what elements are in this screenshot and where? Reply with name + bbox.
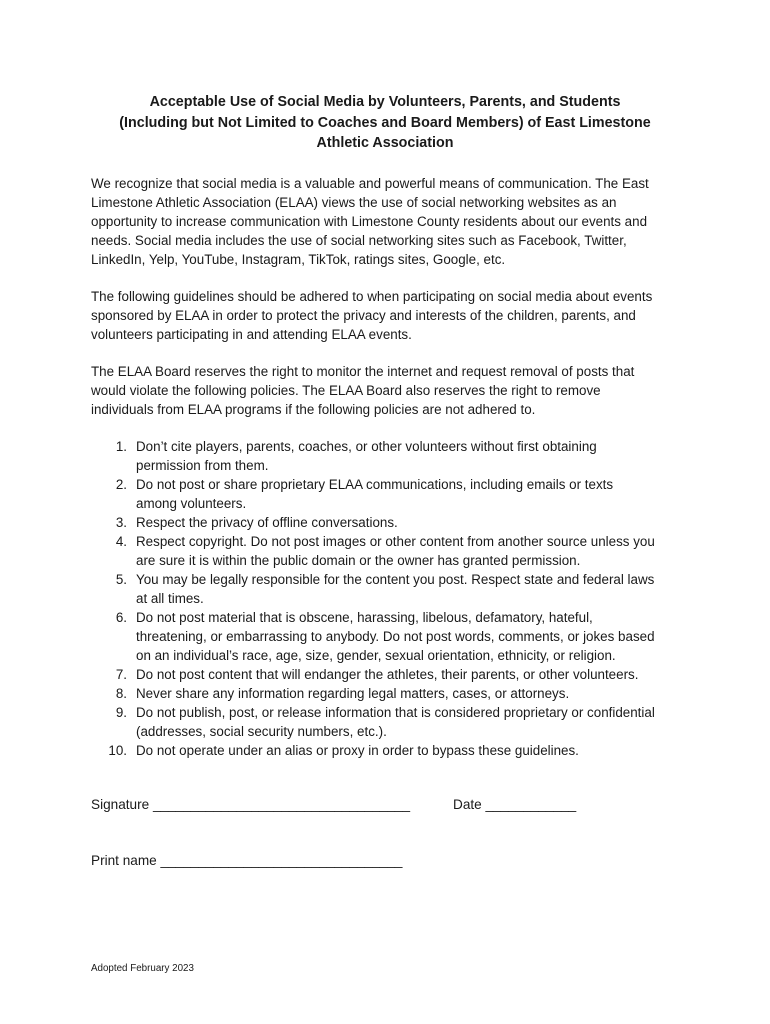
paragraph-line: needs. Social media includes the use of social networking sites such as Facebook, Twitter,: [91, 233, 627, 248]
title-line-2: (Including but Not Limited to Coaches and Board Members) of East Limestone: [119, 114, 651, 131]
rule-number: 4.: [115, 534, 127, 549]
paragraph-line: LinkedIn, Yelp, YouTube, Instagram, TikTok, ratings sites, Google, etc.: [91, 252, 506, 267]
rule-item: [0, 703, 655, 741]
rule-line: Do not post or share proprietary ELAA communications, including emails or texts: [136, 477, 614, 492]
rule-line: Do not post material that is obscene, harassing, libelous, defamatory, hateful,: [136, 610, 593, 625]
rule-item: [0, 437, 655, 475]
rule-number: 2.: [115, 477, 127, 492]
title-line-1: Acceptable Use of Social Media by Volunteers, Parents, and Students: [149, 94, 621, 110]
rule-line: on an individual’s race, age, size, gender, sexual orientation, ethnicity, or religion.: [136, 648, 616, 663]
rule-number: 1.: [115, 439, 127, 454]
guidelines-paragraph: [91, 287, 691, 344]
rule-item: [0, 684, 655, 703]
rule-item: [0, 513, 655, 532]
paragraph-line: Limestone Athletic Association (ELAA) views the use of social networking websites as an: [91, 195, 617, 210]
rule-line: are sure it is within the public domain or the owner has granted permission.: [136, 553, 581, 568]
rule-number: 10.: [108, 743, 127, 758]
rule-line: Do not post content that will endanger the athletes, their parents, or other volunteers.: [136, 667, 639, 682]
rule-line: Do not publish, post, or release information that is considered proprietary or confidential: [136, 705, 655, 720]
rule-line: You may be legally responsible for the content you post. Respect state and federal laws: [136, 572, 655, 587]
rule-number: 9.: [115, 705, 127, 720]
rule-item: [0, 665, 655, 684]
paragraph-line: would violate the following policies. The ELAA Board also reserves the right to remove: [91, 383, 601, 398]
rule-line: Do not operate under an alias or proxy in order to bypass these guidelines.: [136, 743, 579, 758]
board-paragraph: [91, 362, 691, 419]
print-name-field[interactable]: Print name ________________________________: [91, 853, 403, 868]
rule-line: Respect the privacy of offline conversations.: [136, 515, 398, 530]
date-field[interactable]: Date ____________: [453, 797, 577, 812]
rule-line: (addresses, social security numbers, etc.).: [136, 724, 387, 739]
signature-field[interactable]: Signature __________________________________: [91, 797, 411, 812]
rule-line: at all times.: [136, 591, 204, 606]
rule-line: threatening, or embarrassing to anybody. Do not post words, comments, or jokes based: [136, 629, 655, 644]
intro-paragraph: [91, 174, 691, 269]
rule-line: permission from them.: [136, 458, 269, 473]
rule-number: 8.: [115, 686, 127, 701]
rule-number: 3.: [115, 515, 127, 530]
rule-item: [0, 532, 655, 570]
rule-line: Never share any information regarding legal matters, cases, or attorneys.: [136, 686, 570, 701]
paragraph-line: sponsored by ELAA in order to protect the privacy and interests of the children, parents, and: [91, 308, 636, 323]
rule-item: [0, 608, 655, 665]
paragraph-line: The following guidelines should be adhered to when participating on social media about events: [91, 289, 653, 304]
rule-number: 5.: [115, 572, 127, 587]
title-line-3: Athletic Association: [316, 135, 454, 151]
rule-line: Don’t cite players, parents, coaches, or other volunteers without first obtaining: [136, 439, 597, 454]
rule-line: Respect copyright. Do not post images or other content from another source unless you: [136, 534, 655, 549]
paragraph-line: volunteers participating in and attending ELAA events.: [91, 327, 412, 342]
rule-item: [0, 741, 655, 760]
adopted-date-footer: Adopted February 2023: [91, 963, 194, 974]
rule-number: 7.: [115, 667, 127, 682]
document-title: [80, 92, 690, 154]
rule-item: [0, 475, 655, 513]
paragraph-line: opportunity to increase communication with Limestone County residents about our events and: [91, 214, 648, 229]
rule-line: among volunteers.: [136, 496, 247, 511]
paragraph-line: We recognize that social media is a valuable and powerful means of communication. The East: [91, 176, 649, 191]
rule-item: [0, 570, 655, 608]
paragraph-line: The ELAA Board reserves the right to monitor the internet and request removal of posts that: [91, 364, 635, 379]
paragraph-line: individuals from ELAA programs if the following policies are not adhered to.: [91, 402, 536, 417]
rule-number: 6.: [115, 610, 127, 625]
rules-list: [0, 437, 655, 760]
